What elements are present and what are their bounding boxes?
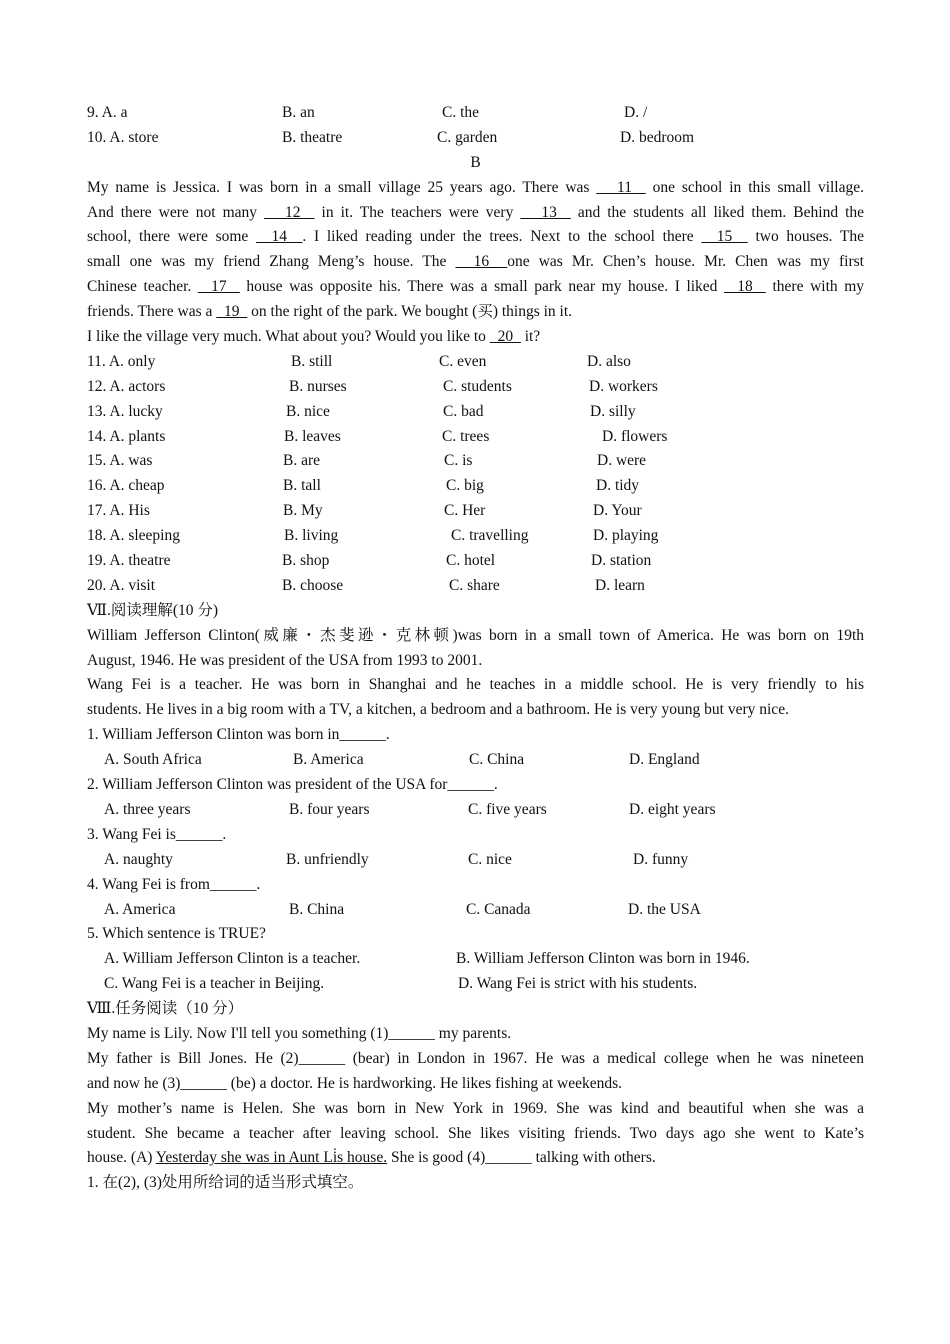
- blank-12: 12: [264, 203, 315, 221]
- question-stem: 2. William Jefferson Clinton was president of the USA for______.: [87, 776, 498, 794]
- option-text: B. four years: [289, 800, 370, 818]
- option-text: C. trees: [442, 427, 490, 445]
- section-title-reading: Ⅶ.阅读理解(10 分): [87, 601, 219, 619]
- option-text: B. nurses: [289, 377, 347, 395]
- passage-line: My mother’s name is Helen. She was born in New York in 1969. She was kind and beautiful when she was a: [87, 1099, 864, 1117]
- option-text: B. nice: [286, 402, 330, 420]
- passage-line: friends. There was a 19 on the right of the park. We bought (买) things in it.: [87, 303, 573, 321]
- option-row-14: [87, 425, 864, 450]
- option-text: B. China: [289, 900, 345, 918]
- option-row: [87, 898, 864, 923]
- passage-line: Chinese teacher. 17 house was opposite his. There was a small park near my house. I liked 18 there with my: [87, 278, 865, 296]
- passage-line: school, there were some 14 . I liked reading under the trees. Next to the school there 15 two houses. The: [87, 228, 865, 246]
- option-text: B. tall: [283, 477, 321, 495]
- option-text: D. playing: [593, 527, 659, 545]
- option-text: B. shop: [282, 552, 330, 570]
- option-row-9: 9. A. a B. an C. the D. /: [87, 104, 648, 121]
- question-stem: 5. Which sentence is TRUE?: [87, 925, 266, 943]
- option-row-19: [87, 549, 864, 574]
- blank-16: 16: [455, 253, 508, 271]
- option-text: C. hotel: [446, 552, 496, 570]
- option-text: B. unfriendly: [286, 850, 369, 868]
- passage-line: students. He lives in a big room with a TV, a kitchen, a bedroom and a bathroom. He is very young but very nice.: [87, 701, 789, 719]
- blank-19: 19: [216, 303, 248, 321]
- option-text: A. naughty: [104, 850, 173, 868]
- blank-20: 20: [489, 328, 521, 346]
- option-text: 17. A. His: [87, 502, 150, 520]
- option-text: 15. A. was: [87, 452, 153, 470]
- section-heading-b: B: [470, 153, 481, 171]
- option-text: A. South Africa: [104, 751, 202, 769]
- option-row: [87, 848, 864, 873]
- blank-18: 18: [724, 278, 766, 296]
- option-text: D. were: [597, 452, 647, 470]
- option-text: C. nice: [468, 850, 512, 868]
- passage-line: And there were not many 12 in it. The teachers were very 13 and the students all liked them. Behind the: [87, 203, 865, 221]
- option-text: D. Your: [593, 502, 642, 520]
- option-row-18: [87, 524, 864, 549]
- option-row-13: [87, 400, 864, 425]
- task-instruction: 1. 在(2), (3)处用所给词的适当形式填空。: [87, 1174, 364, 1192]
- option-text: 20. A. visit: [87, 576, 156, 594]
- option-text: C. bad: [443, 402, 484, 420]
- option-text: B. choose: [282, 576, 344, 594]
- blank-17: 17: [197, 278, 240, 296]
- option-row-17: [87, 499, 864, 524]
- option-text: C. Canada: [466, 900, 531, 918]
- option-text: D. flowers: [602, 427, 668, 445]
- option-text: D. workers: [589, 377, 658, 395]
- option-row: A. William Jefferson Clinton is a teacher. B. William Jefferson Clinton was born in 1946.: [104, 950, 750, 968]
- question-stem: 3. Wang Fei is______.: [87, 825, 227, 843]
- passage-line: My name is Lily. Now I'll tell you something (1)______ my parents.: [87, 1024, 512, 1042]
- option-text: D. England: [629, 751, 700, 769]
- option-text: C. students: [443, 377, 512, 395]
- blank-14: 14: [256, 228, 303, 246]
- passage-line: I like the village very much. What about you? Would you like to 20 it?: [87, 328, 541, 346]
- option-text: B. living: [284, 527, 339, 545]
- option-text: C. even: [439, 352, 487, 370]
- option-text: A. America: [104, 900, 176, 918]
- option-text: D. station: [591, 552, 652, 570]
- option-row-20: [87, 574, 864, 599]
- option-text: C. China: [469, 751, 525, 769]
- option-row: [87, 798, 864, 823]
- option-text: A. three years: [104, 800, 191, 818]
- option-row-10: 10. A. store B. theatre C. garden D. bedroom: [87, 128, 695, 146]
- option-text: 12. A. actors: [87, 377, 166, 395]
- option-text: D. funny: [633, 850, 689, 868]
- option-text: 14. A. plants: [87, 427, 166, 445]
- option-row-11: [87, 350, 864, 375]
- option-row: [87, 748, 864, 773]
- option-text: B. leaves: [284, 427, 341, 445]
- question-stem: 1. William Jefferson Clinton was born in______.: [87, 726, 390, 744]
- option-row-12: [87, 375, 864, 400]
- option-text: C. is: [444, 452, 473, 470]
- option-text: 19. A. theatre: [87, 552, 171, 570]
- option-text: 18. A. sleeping: [87, 527, 180, 545]
- blank-11: 11: [596, 178, 646, 196]
- worksheet-page: [87, 101, 864, 1196]
- option-row-15: [87, 449, 864, 474]
- passage-line: William Jefferson Clinton(威廉・杰斐逊・克林顿)was born in a small town of America. He was born on 19th: [87, 626, 864, 644]
- option-text: 13. A. lucky: [87, 402, 163, 420]
- passage-line: Wang Fei is a teacher. He was born in Shanghai and he teaches in a middle school. He is very friendly to his: [87, 676, 864, 694]
- passage-line: My name is Jessica. I was born in a small village 25 years ago. There was 11 one school in this small village.: [87, 178, 864, 196]
- option-text: B. still: [291, 352, 333, 370]
- option-text: 11. A. only: [87, 352, 156, 370]
- option-row: C. Wang Fei is a teacher in Beijing. D. Wang Fei is strict with his students.: [104, 975, 698, 993]
- option-text: B. My: [283, 502, 323, 520]
- passage-line: house. (A) Yesterday she was in Aunt Li̇s house. She is good (4)______ talking with others.: [87, 1149, 656, 1167]
- option-text: C. Her: [444, 502, 486, 520]
- option-text: D. the USA: [628, 900, 701, 918]
- option-text: B. America: [293, 751, 364, 769]
- blank-13: 13: [520, 203, 571, 221]
- passage-line: My father is Bill Jones. He (2)______ (bear) in London in 1967. He was a medical college when he was nineteen: [87, 1049, 864, 1067]
- option-text: C. big: [446, 477, 484, 495]
- passage-line: and now he (3)______ (be) a doctor. He is hardworking. He likes fishing at weekends.: [87, 1074, 623, 1092]
- option-text: C. share: [449, 576, 500, 594]
- passage-line: August, 1946. He was president of the USA from 1993 to 2001.: [87, 651, 483, 669]
- option-text: C. five years: [468, 800, 547, 818]
- section-title-task-reading: Ⅷ.任务阅读（10 分）: [87, 1000, 244, 1018]
- underlined-sentence-a: Yesterday she was in Aunt Li̇s house.: [155, 1149, 388, 1167]
- option-text: C. travelling: [451, 527, 529, 545]
- blank-15: 15: [701, 228, 748, 246]
- question-stem: 4. Wang Fei is from______.: [87, 875, 261, 893]
- passage-line: small one was my friend Zhang Meng’s house. The 16 one was Mr. Chen’s house. Mr. Chen was my first: [87, 253, 864, 271]
- option-text: D. silly: [590, 402, 636, 420]
- option-text: 16. A. cheap: [87, 477, 165, 495]
- option-text: D. eight years: [629, 800, 716, 818]
- option-text: B. are: [283, 452, 321, 470]
- option-row-16: [87, 474, 864, 499]
- option-text: D. also: [587, 352, 631, 370]
- option-text: D. learn: [595, 576, 645, 594]
- passage-line: student. She became a teacher after leaving school. She likes visiting friends. Two days ago she went to Kate’s: [87, 1124, 864, 1142]
- option-text: D. tidy: [596, 477, 640, 495]
